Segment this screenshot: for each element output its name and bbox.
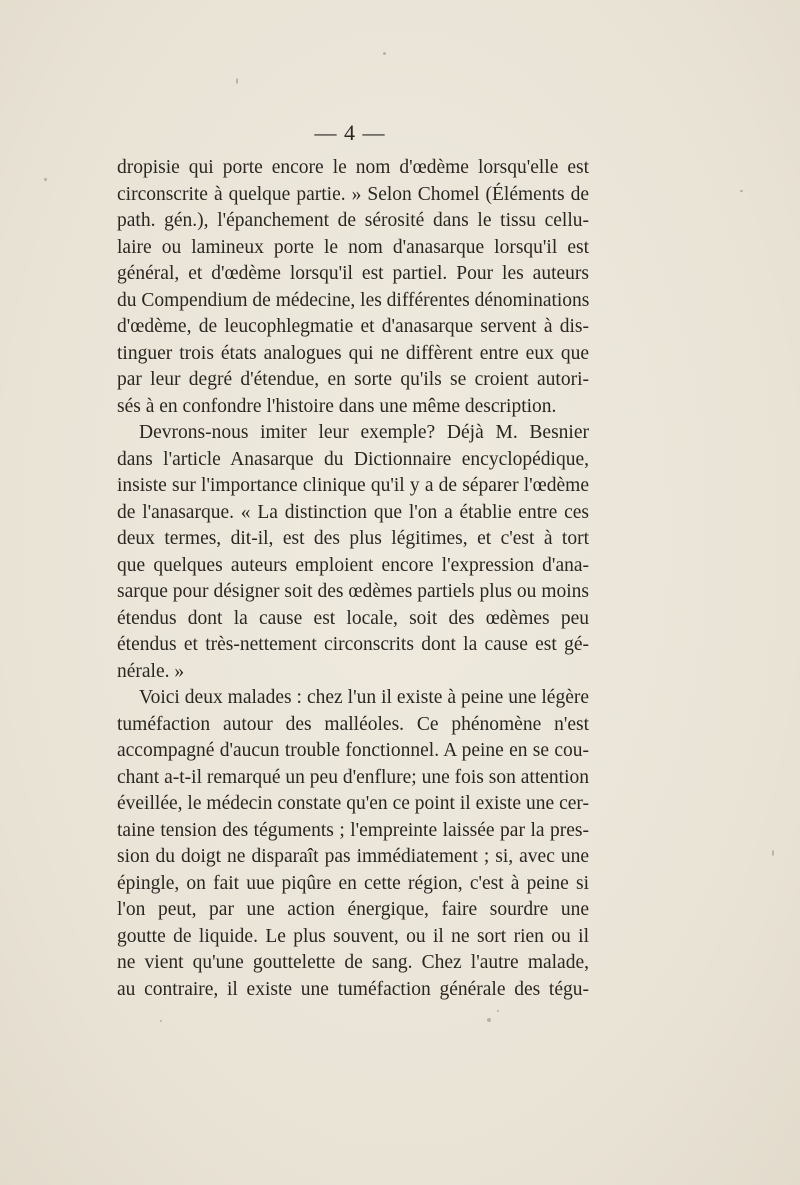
text-line: au contraire, il existe une tuméfaction générale des tégu- bbox=[117, 978, 589, 1000]
text-line: accompagné d'aucun trouble fonctionnel. A peine en se cou- bbox=[117, 740, 589, 761]
text-line: épingle, on fait uue piqûre en cette région, c'est à peine si bbox=[117, 872, 589, 894]
text-line: goutte de liquide. Le plus souvent, ou il ne sort rien ou il bbox=[117, 925, 589, 947]
text-line: path. gén.), l'épanchement de sérosité dans le tissu cellu- bbox=[117, 210, 589, 231]
text-line: deux termes, dit-il, est des plus légitimes, et c'est à tort bbox=[117, 528, 589, 549]
text-line: sés à en confondre l'histoire dans une même description. bbox=[117, 395, 557, 417]
text-line: dropisie qui porte encore le nom d'œdème lorsqu'elle est bbox=[117, 157, 589, 178]
body-text bbox=[117, 155, 589, 1003]
paper-speck bbox=[497, 1010, 499, 1012]
paper-speck bbox=[44, 178, 47, 181]
text-line: l'on peut, par une action énergique, faire sourdre une bbox=[117, 899, 589, 920]
paper-speck bbox=[487, 1018, 491, 1022]
text-line: nérale. » bbox=[117, 660, 185, 682]
text-line: de l'anasarque. « La distinction que l'on a établie entre ces bbox=[117, 501, 589, 523]
text-line: d'œdème, de leucophlegmatie et d'anasarque servent à dis- bbox=[117, 316, 589, 337]
text-line: tuméfaction autour des malléoles. Ce phénomène n'est bbox=[117, 713, 589, 735]
page-number: — 4 — bbox=[314, 120, 386, 145]
text-line: que quelques auteurs emploient encore l'expression d'ana- bbox=[117, 554, 589, 576]
paper-speck bbox=[772, 850, 774, 856]
text-line: taine tension des téguments ; l'empreinte laissée par la pres- bbox=[117, 819, 589, 841]
text-line: tinguer trois états analogues qui ne diffèrent entre eux que bbox=[117, 342, 589, 364]
text-line: général, et d'œdème lorsqu'il est partiel. Pour les auteurs bbox=[117, 263, 589, 284]
text-line: circonscrite à quelque partie. » Selon Chomel (Éléments de bbox=[117, 183, 589, 205]
paper-speck bbox=[383, 52, 386, 55]
text-line: dans l'article Anasarque du Dictionnaire encyclopédique, bbox=[117, 448, 589, 470]
text-line: insiste sur l'importance clinique qu'il y a de séparer l'œdème bbox=[117, 475, 589, 496]
text-line: éveillée, le médecin constate qu'en ce point il existe une cer- bbox=[117, 793, 589, 814]
paper-speck bbox=[740, 190, 743, 192]
text-line: étendus et très-nettement circonscrits dont la cause est gé- bbox=[117, 634, 589, 655]
text-line: du Compendium de médecine, les différentes dénominations bbox=[117, 289, 590, 311]
text-line: laire ou lamineux porte le nom d'anasarque lorsqu'il est bbox=[117, 236, 589, 258]
text-line: Voici deux malades : chez l'un il existe à peine une légère bbox=[139, 687, 589, 708]
text-line: par leur degré d'étendue, en sorte qu'ils se croient autori- bbox=[117, 369, 589, 390]
text-line: chant a-t-il remarqué un peu d'enflure; une fois son attention bbox=[117, 766, 589, 788]
text-line: sarque pour désigner soit des œdèmes partiels plus ou moins bbox=[117, 581, 589, 602]
text-line: étendus dont la cause est locale, soit des œdèmes peu bbox=[117, 607, 589, 629]
paper-speck bbox=[236, 78, 238, 84]
paper-speck bbox=[160, 1020, 162, 1022]
text-line: ne vient qu'une gouttelette de sang. Chez l'autre malade, bbox=[117, 952, 589, 973]
text-line: sion du doigt ne disparaît pas immédiatement ; si, avec une bbox=[117, 846, 589, 867]
text-line: Devrons-nous imiter leur exemple? Déjà M. Besnier bbox=[139, 422, 589, 443]
